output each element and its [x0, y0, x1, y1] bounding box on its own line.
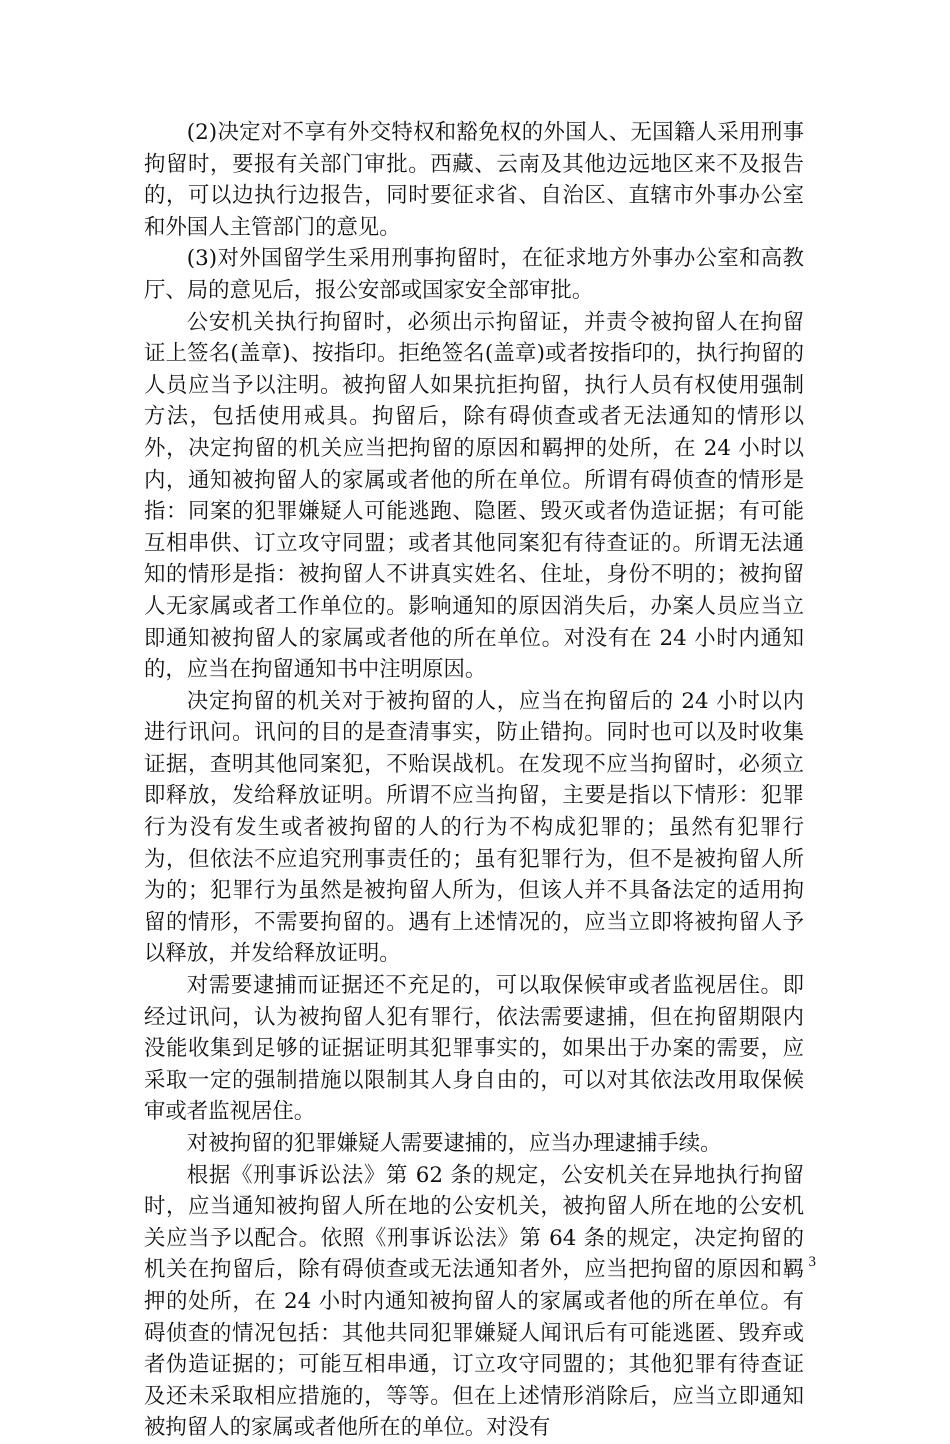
paragraph-4: 决定拘留的机关对于被拘留的人，应当在拘留后的 24 小时以内进行讯问。讯问的目的是查清事实，防止错拘。同时也可以及时收集证据，查明其他同案犯，不贻误战机。在发现不应当拘留时，必须立即释放，发给释放证明。所谓不应当拘留，主要是指以下情形：犯罪行为没有发生或者被拘留的人的行为不构成犯罪的；虽然有犯罪行为，但依法不应追究刑事责任的；虽有犯罪行为，但不是被拘留人所为的；犯罪行为虽然是被拘留人所为，但该人并不具备法定的适用拘留的情形，不需要拘留的。遇有上述情况的，应当立即将被拘留人予以释放，并发给释放证明。: [144, 688, 804, 967]
paragraph-6: 对被拘留的犯罪嫌疑人需要逮捕的，应当办理逮捕手续。: [186, 1131, 722, 1156]
paragraph-5: 对需要逮捕而证据还不充足的，可以取保候审或者监视居住。即经过讯问，认为被拘留人犯有罪行，依法需要逮捕，但在拘留期限内没能收集到足够的证据证明其犯罪事实的，如果出于办案的需要，应采取一定的强制措施以限制其人身自由的，可以对其依法改用取保候审或者监视居住。: [144, 973, 804, 1125]
paragraph-1: (2)决定对不享有外交特权和豁免权的外国人、无国籍人采用刑事拘留时，要报有关部门审批。西藏、云南及其他边远地区来不及报告的，可以边执行边报告，同时要征求省、自治区、直辖市外事办公室和外国人主管部门的意见。: [144, 120, 804, 240]
page-number: 3: [808, 1254, 816, 1270]
paragraph-7: 根据《刑事诉讼法》第 62 条的规定，公安机关在异地执行拘留时，应当通知被拘留人所在地的公安机关，被拘留人所在地的公安机关应当予以配合。依照《刑事诉讼法》第 64 条的规定，决定拘留的机关在拘留后，除有碍侦查或无法通知者外，应当把拘留的原因和羁押的处所，在 24 小时内通知被拘留人的家属或者他的所在单位。有碍侦查的情况包括：其他共同犯罪嫌疑人闻讯后有可能逃匿、毁弃或者伪造证据的；可能互相串通，订立攻守同盟的；其他犯罪有待查证及还未采取相应措施的，等等。但在上述情形消除后，应当立即通知被拘留人的家属或者他所在的单位。对没有: [144, 1162, 804, 1441]
paragraph-2: (3)对外国留学生采用刑事拘留时，在征求地方外事办公室和高教厅、局的意见后，报公安部或国家安全部审批。: [144, 246, 804, 303]
paragraph-3: 公安机关执行拘留时，必须出示拘留证，并责令被拘留人在拘留证上签名(盖章)、按指印。拒绝签名(盖章)或者按指印的，执行拘留的人员应当予以注明。被拘留人如果抗拒拘留，执行人员有权使用强制方法，包括使用戒具。拘留后，除有碍侦查或者无法通知的情形以外，决定拘留的机关应当把拘留的原因和羁押的处所，在 24 小时以内，通知被拘留人的家属或者他的所在单位。所谓有碍侦查的情形是指：同案的犯罪嫌疑人可能逃跑、隐匿、毁灭或者伪造证据；有可能互相串供、订立攻守同盟；或者其他同案犯有待查证的。所谓无法通知的情形是指：被拘留人不讲真实姓名、住址，身份不明的；被拘留人无家属或者工作单位的。影响通知的原因消失后，办案人员应当立即通知被拘留人的家属或者他的所在单位。对没有在 24 小时内通知的，应当在拘留通知书中注明原因。: [144, 309, 804, 683]
body-text: [144, 117, 804, 1444]
